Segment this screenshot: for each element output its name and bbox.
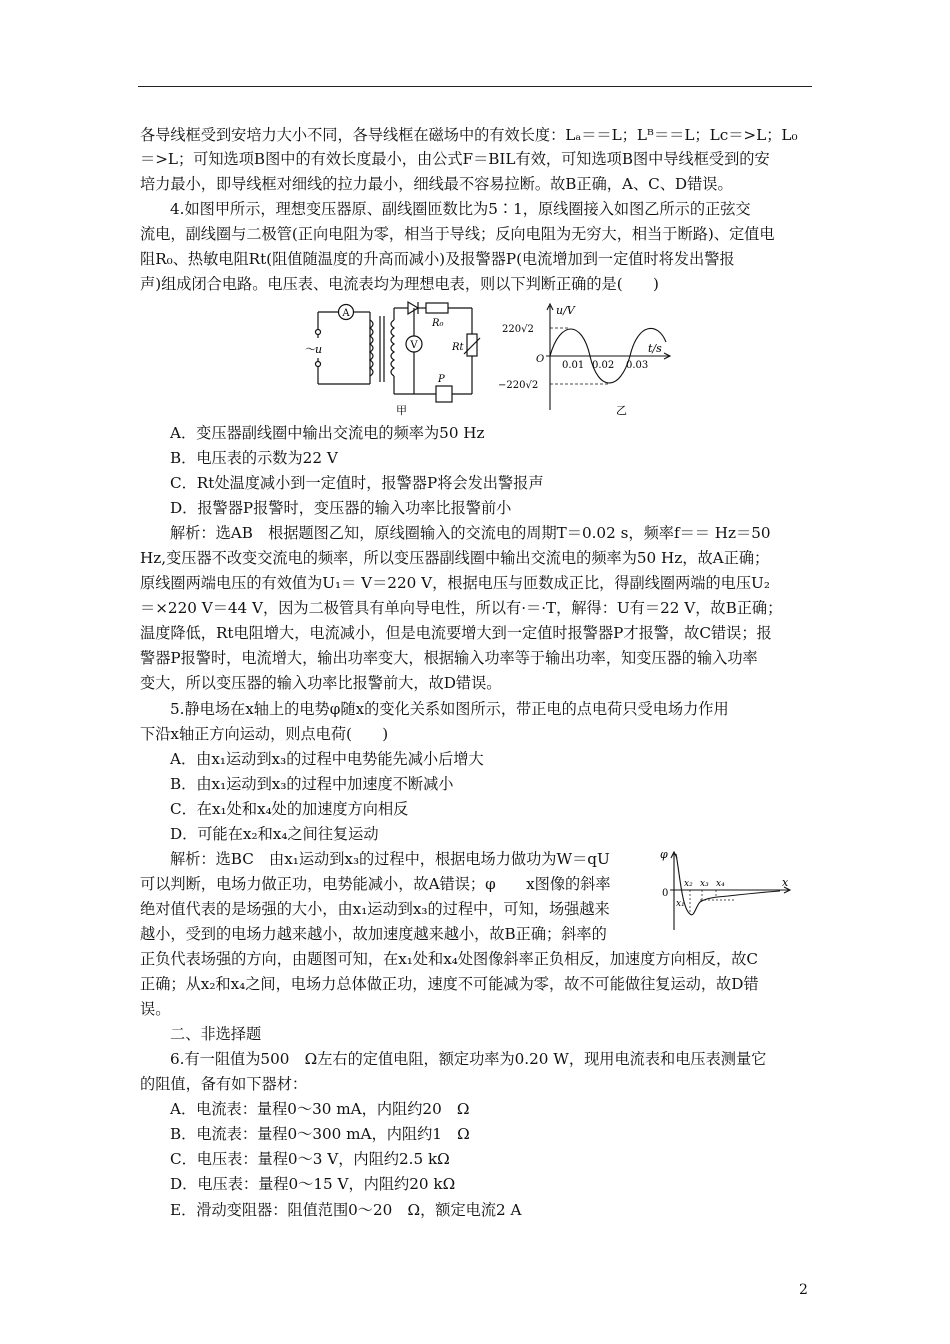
text-line: 正确；从x₂和x₄之间，电场力总体做正功，速度不可能减为零，故不可能做往复运动，故D错: [140, 975, 759, 993]
option-6c: C．电压表：量程0～3 V，内阻约2.5 kΩ: [170, 1150, 450, 1168]
section-heading: 二、非选择题: [170, 1025, 262, 1043]
circuit-diagram: [300, 298, 500, 418]
option-4a: A．变压器副线圈中输出交流电的频率为50 Hz: [170, 424, 485, 442]
text-line: 培力最小，即导线框对细线的拉力最小，细线最不容易拉断。故B正确，A、C、D错误。: [140, 175, 733, 193]
text-line: ＝×220 V＝44 V，因为二极管具有单向导电性，所以有·＝·T，解得：U有＝22 V，故B正确；: [140, 599, 783, 617]
tick-label: 0.02: [592, 360, 615, 371]
text-line: 可以判断，电场力做正功，电势能减小，故A错误；φ x图像的斜率: [140, 875, 611, 893]
option-5d: D．可能在x₂和x₄之间往复运动: [170, 825, 379, 843]
figure-caption-yi: 乙: [616, 404, 627, 417]
source-label: ～u: [304, 343, 323, 356]
origin-label: O: [536, 354, 545, 365]
ymax-label: 220√2: [502, 324, 534, 335]
tick-label: 0.01: [562, 360, 585, 371]
text-line: 误。: [140, 1000, 171, 1018]
text-line: 变大，所以变压器的输入功率比报警前大，故D错误。: [140, 674, 502, 692]
option-6e: E．滑动变阻器：阻值范围0～20 Ω，额定电流2 A: [170, 1201, 522, 1219]
x-axis-label: t/s: [648, 342, 662, 355]
text-line: 绝对值代表的是场强的大小，由x₁运动到x₃的过程中，可知，场强越来: [140, 900, 610, 918]
option-5c: C．在x₁处和x₄处的加速度方向相反: [170, 800, 409, 818]
option-6b: B．电流表：量程0～300 mA，内阻约1 Ω: [170, 1125, 470, 1143]
text-line: 下沿x轴正方向运动，则点电荷( ): [140, 725, 389, 743]
text-line: 的阻值，备有如下器材：: [140, 1075, 308, 1093]
option-4c: C．Rt处温度减小到一定值时，报警器P将会发出警报声: [170, 474, 544, 492]
voltmeter-label: V: [410, 340, 418, 351]
text-line: 警器P报警时，电流增大，输出功率变大，根据输入功率等于输出功率，知变压器的输入功率: [140, 649, 758, 667]
tick-label: 0.03: [626, 360, 649, 371]
question-6-stem: 6.有一阻值为500 Ω左右的定值电阻，额定功率为0.20 W，现用电流表和电压表测量它: [170, 1050, 767, 1068]
rt-label: Rt: [452, 342, 464, 353]
x2-label: x₂: [684, 879, 693, 889]
x-axis-label: x: [782, 876, 789, 889]
option-5a: A．由x₁运动到x₃的过程中电势能先减小后增大: [170, 750, 484, 768]
analysis-4: 解析：选AB 根据题图乙知，原线圈输入的交流电的周期T＝0.02 s，频率f＝＝ Hz＝50: [170, 524, 771, 542]
phi-axis-label: φ: [660, 848, 668, 861]
text-line: 各导线框受到安培力大小不同，各导线框在磁场中的有效长度：Lₐ＝＝L；Lᴮ＝＝L；Lc＝>L；L₀: [140, 126, 798, 144]
x1-label: x₁: [676, 899, 685, 909]
option-5b: B．由x₁运动到x₃的过程中加速度不断减小: [170, 775, 454, 793]
question-5-stem: 5.静电场在x轴上的电势φ随x的变化关系如图所示，带正电的点电荷只受电场力作用: [170, 700, 729, 718]
text-line: Hz,变压器不改变交流电的频率，所以变压器副线圈中输出交流电的频率为50 Hz，故A正确；: [140, 549, 770, 567]
potential-graph: [656, 846, 796, 934]
question-4-stem: 4.如图甲所示，理想变压器原、副线圈匝数比为5∶1，原线圈接入如图乙所示的正弦交: [170, 200, 751, 218]
text-line: 原线圈两端电压的有效值为U₁＝ V＝220 V，根据电压与匝数成正比，得副线圈两端的电压U₂: [140, 574, 770, 592]
option-4b: B．电压表的示数为22 V: [170, 449, 338, 467]
alarm-label: P: [438, 374, 445, 385]
analysis-5: 解析：选BC 由x₁运动到x₃的过程中，根据电场力做功为W＝qU: [170, 850, 610, 868]
page-number: 2: [799, 1282, 808, 1298]
option-6d: D．电压表：量程0～15 V，内阻约20 kΩ: [170, 1175, 456, 1193]
y-axis-label: u/V: [556, 304, 575, 317]
ammeter-label: A: [342, 308, 350, 319]
r0-label: R₀: [432, 318, 444, 329]
text-line: 温度降低，Rt电阻增大，电流减小，但是电流要增大到一定值时报警器P才报警，故C错误；报: [140, 624, 772, 642]
text-line: 流电，副线圈与二极管(正向电阻为零，相当于导线；反向电阻为无穷大，相当于断路)、定值电: [140, 225, 775, 243]
text-line: 正负代表场强的方向，由题图可知，在x₁处和x₄处图像斜率正负相反，加速度方向相反，故C: [140, 950, 759, 968]
voltage-wave-graph: [498, 300, 678, 420]
text-line: 声)组成闭合电路。电压表、电流表均为理想电表，则以下判断正确的是( ): [140, 275, 659, 293]
ymin-label: −220√2: [498, 380, 539, 391]
header-rule: [138, 86, 812, 87]
text-line: 阻R₀、热敏电阻Rt(阻值随温度的升高而减小)及报警器P(电流增加到一定值时将发出警报: [140, 250, 735, 268]
option-4d: D．报警器P报警时，变压器的输入功率比报警前小: [170, 499, 512, 517]
text-line: ＝>L；可知选项B图中的有效长度最小，由公式F＝BIL有效，可知选项B图中导线框受到的安: [140, 150, 770, 168]
text-line: 越小，受到的电场力越来越小，故加速度越来越小，故B正确；斜率的: [140, 925, 607, 943]
x4-label: x₄: [716, 879, 725, 889]
figure-caption-jia: 甲: [396, 404, 407, 417]
origin-label: 0: [662, 888, 669, 899]
x3-label: x₃: [700, 879, 709, 889]
option-6a: A．电流表：量程0～30 mA，内阻约20 Ω: [170, 1100, 470, 1118]
